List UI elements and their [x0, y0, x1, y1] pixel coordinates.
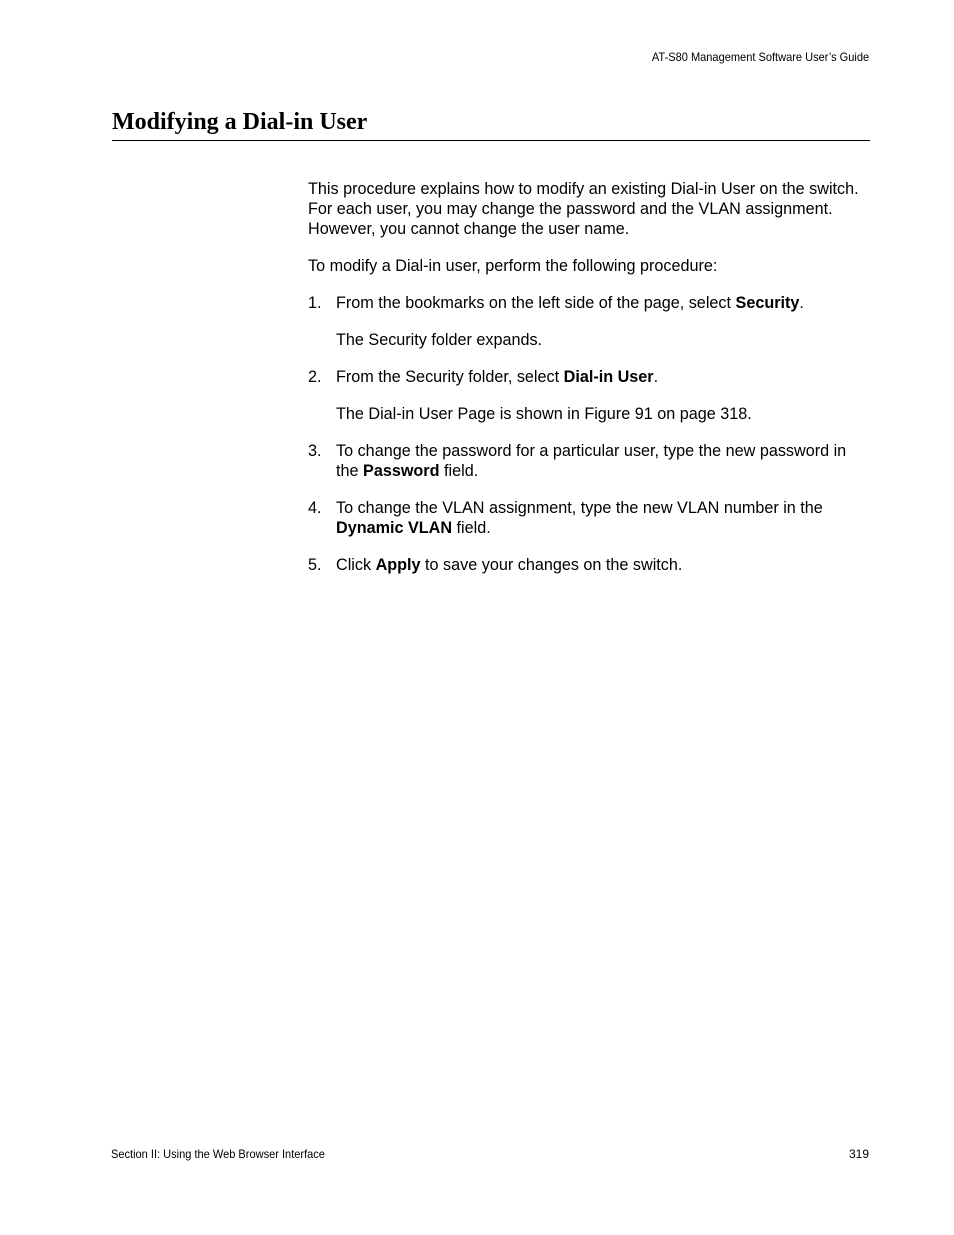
step-text: field. [439, 462, 479, 480]
step-instruction [336, 498, 870, 538]
step-instruction [336, 555, 870, 575]
step-ui-term: Dial-in User [563, 368, 654, 386]
step-ui-term: Apply [375, 556, 421, 574]
section-title: Modifying a Dial-in User [112, 107, 870, 141]
step-4 [308, 498, 870, 538]
step-number: 3. [308, 442, 322, 460]
step-text: Click [336, 556, 376, 574]
step-number: 2. [308, 368, 322, 386]
step-instruction [336, 293, 870, 313]
step-text: . [799, 294, 804, 312]
intro-paragraph: This procedure explains how to modify an existing Dial-in User on the switch. For each user, you may change the password and the VLAN assignment. However, you cannot change the user name. [308, 180, 859, 238]
step-ui-term: Password [363, 462, 440, 480]
step-number: 1. [308, 294, 322, 312]
step-text: From the Security folder, select [336, 368, 564, 386]
step-text: To change the password for a particular user, type the new password in the [336, 442, 847, 480]
running-header: AT-S80 Management Software User’s Guide [651, 50, 869, 64]
step-text: . [653, 368, 659, 386]
body-text [308, 179, 870, 592]
step-ui-term: Security [735, 294, 800, 312]
step-number: 4. [308, 499, 322, 517]
step-5 [308, 555, 870, 575]
footer-page-number: 319 [848, 1147, 869, 1161]
step-2 [308, 367, 870, 424]
procedure-steps [308, 293, 870, 575]
footer-section-label: Section II: Using the Web Browser Interface [111, 1147, 325, 1161]
step-instruction [336, 367, 870, 387]
step-number: 5. [308, 556, 322, 574]
step-text: To change the VLAN assignment, type the new VLAN number in the [336, 499, 823, 517]
step-text: to save your changes on the switch. [420, 556, 683, 574]
step-instruction [336, 441, 870, 481]
step-text: From the bookmarks on the left side of the page, select [336, 294, 736, 312]
step-ui-term: Dynamic VLAN [336, 519, 453, 537]
step-1 [308, 293, 870, 350]
step-result: The Security folder expands. [336, 331, 543, 349]
step-text: field. [452, 519, 491, 537]
step-3 [308, 441, 870, 481]
step-result: The Dial-in User Page is shown in Figure 91 on page 318. [336, 405, 752, 423]
procedure-lead-in: To modify a Dial-in user, perform the following procedure: [308, 257, 718, 275]
